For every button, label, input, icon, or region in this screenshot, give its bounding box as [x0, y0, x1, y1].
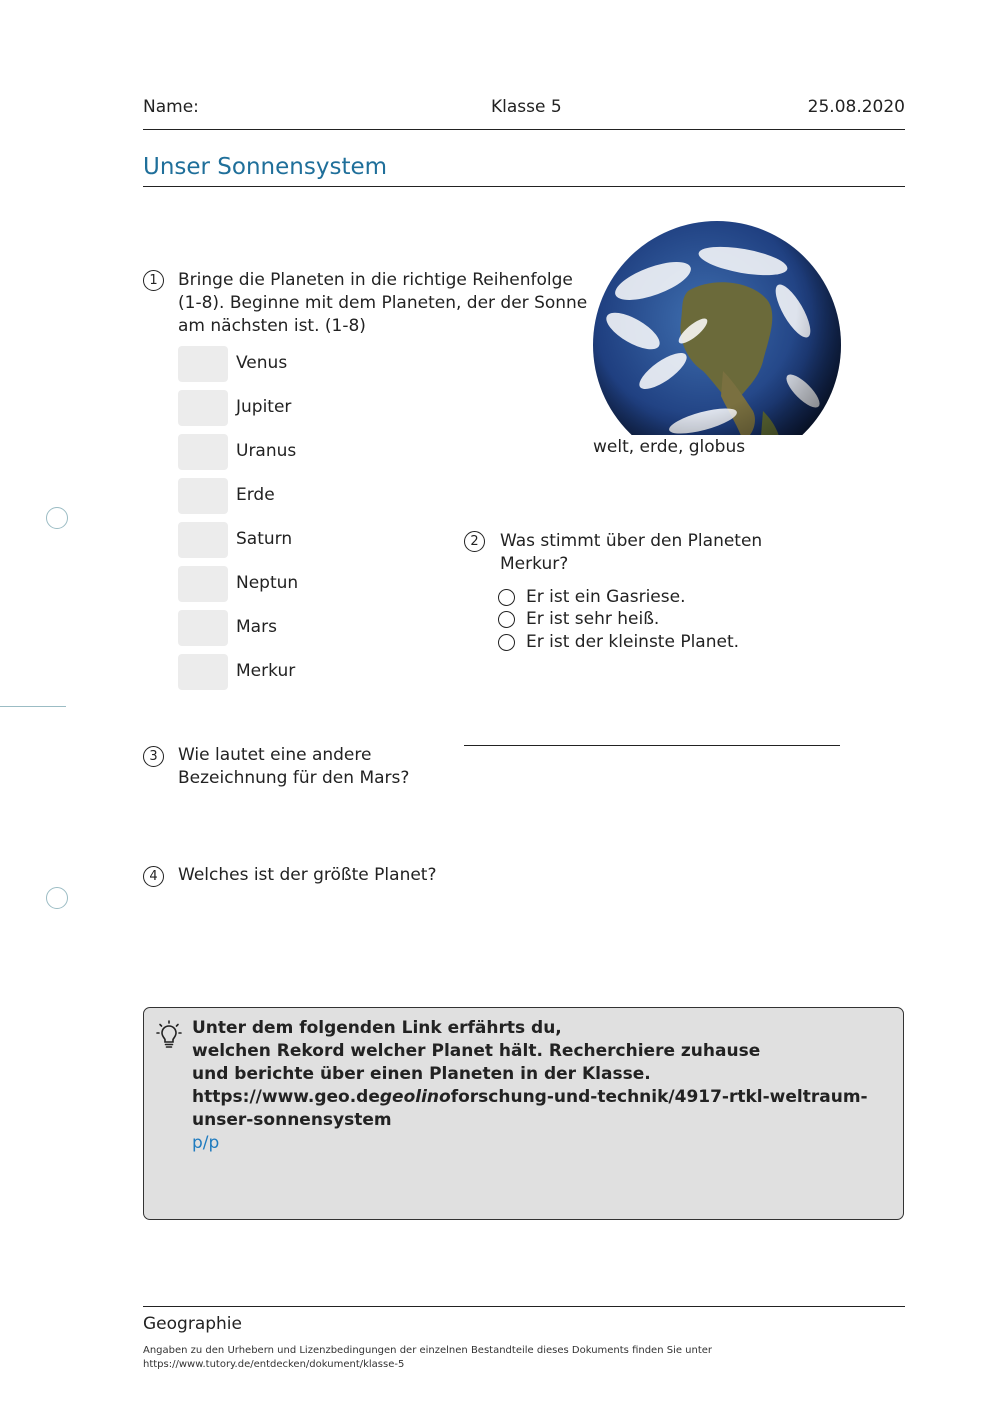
attribution-link[interactable]: https://www.tutory.de/entdecken/dokument/klasse-5 [143, 1359, 405, 1370]
name-label: Name: [143, 97, 199, 117]
order-answer-box[interactable] [178, 610, 228, 646]
task-number-2: 2 [464, 531, 485, 552]
attribution-line: Angaben zu den Urhebern und Lizenzbedingungen der einzelnen Bestandteile dieses Dokuments finden Sie unter [143, 1345, 713, 1356]
task-number-4: 4 [143, 866, 164, 887]
planet-label: Erde [236, 485, 275, 505]
order-answer-box[interactable] [178, 522, 228, 558]
header-divider [143, 129, 905, 130]
hint-link[interactable]: p/p [192, 1133, 220, 1153]
date-label: 25.08.2020 [807, 97, 905, 117]
footer-attribution [143, 1344, 712, 1372]
task3-question: Wie lautet eine andere Bezeichnung für den Mars? [178, 745, 410, 788]
punch-hole-bottom [46, 887, 68, 909]
hint-text [192, 1017, 872, 1155]
image-caption: welt, erde, globus [593, 437, 746, 457]
lightbulb-icon [156, 1020, 182, 1050]
task1-question: Bringe die Planeten in die richtige Reihenfolge (1-8). Beginne mit dem Planeten, der der Sonne am nächsten ist. (1-8) [178, 270, 588, 336]
footer-subject: Geographie [143, 1314, 242, 1334]
planet-label: Venus [236, 353, 288, 373]
radio-button[interactable] [498, 611, 515, 628]
hint-box [143, 1007, 904, 1220]
planet-label: Jupiter [236, 397, 292, 417]
order-answer-box[interactable] [178, 346, 228, 382]
planet-label: Uranus [236, 441, 297, 461]
class-label: Klasse 5 [491, 97, 562, 117]
fold-mark [0, 706, 66, 707]
hint-line: Unter dem folgenden Link erfährts du, [192, 1018, 562, 1038]
order-answer-box[interactable] [178, 390, 228, 426]
option-label: Er ist ein Gasriese. [526, 587, 686, 607]
option-label: Er ist der kleinste Planet. [526, 632, 740, 652]
task4-question: Welches ist der größte Planet? [178, 865, 437, 885]
earth-globe-image [593, 221, 841, 435]
order-answer-box[interactable] [178, 566, 228, 602]
task3-answer-line[interactable] [464, 745, 840, 746]
footer-divider [143, 1306, 905, 1307]
task-number-3: 3 [143, 746, 164, 767]
order-answer-box[interactable] [178, 654, 228, 690]
planet-label: Saturn [236, 529, 293, 549]
order-answer-box[interactable] [178, 478, 228, 514]
hint-url: https://www.geo.degeolinoforschung-und-technik/4917-rtkl-weltraum-unser-sonnensystem [192, 1087, 868, 1130]
title-divider [143, 186, 905, 187]
order-answer-box[interactable] [178, 434, 228, 470]
planet-label: Neptun [236, 573, 299, 593]
punch-hole-top [46, 507, 68, 529]
task2-question: Was stimmt über den Planeten Merkur? [500, 531, 763, 574]
planet-label: Merkur [236, 661, 296, 681]
planet-label: Mars [236, 617, 277, 637]
hint-line: welchen Rekord welcher Planet hält. Recherchiere zuhause [192, 1041, 761, 1061]
radio-button[interactable] [498, 589, 515, 606]
option-label: Er ist sehr heiß. [526, 609, 660, 629]
radio-button[interactable] [498, 634, 515, 651]
page-title: Unser Sonnensystem [143, 154, 388, 180]
hint-line: und berichte über einen Planeten in der Klasse. [192, 1064, 651, 1084]
task-number-1: 1 [143, 270, 164, 291]
